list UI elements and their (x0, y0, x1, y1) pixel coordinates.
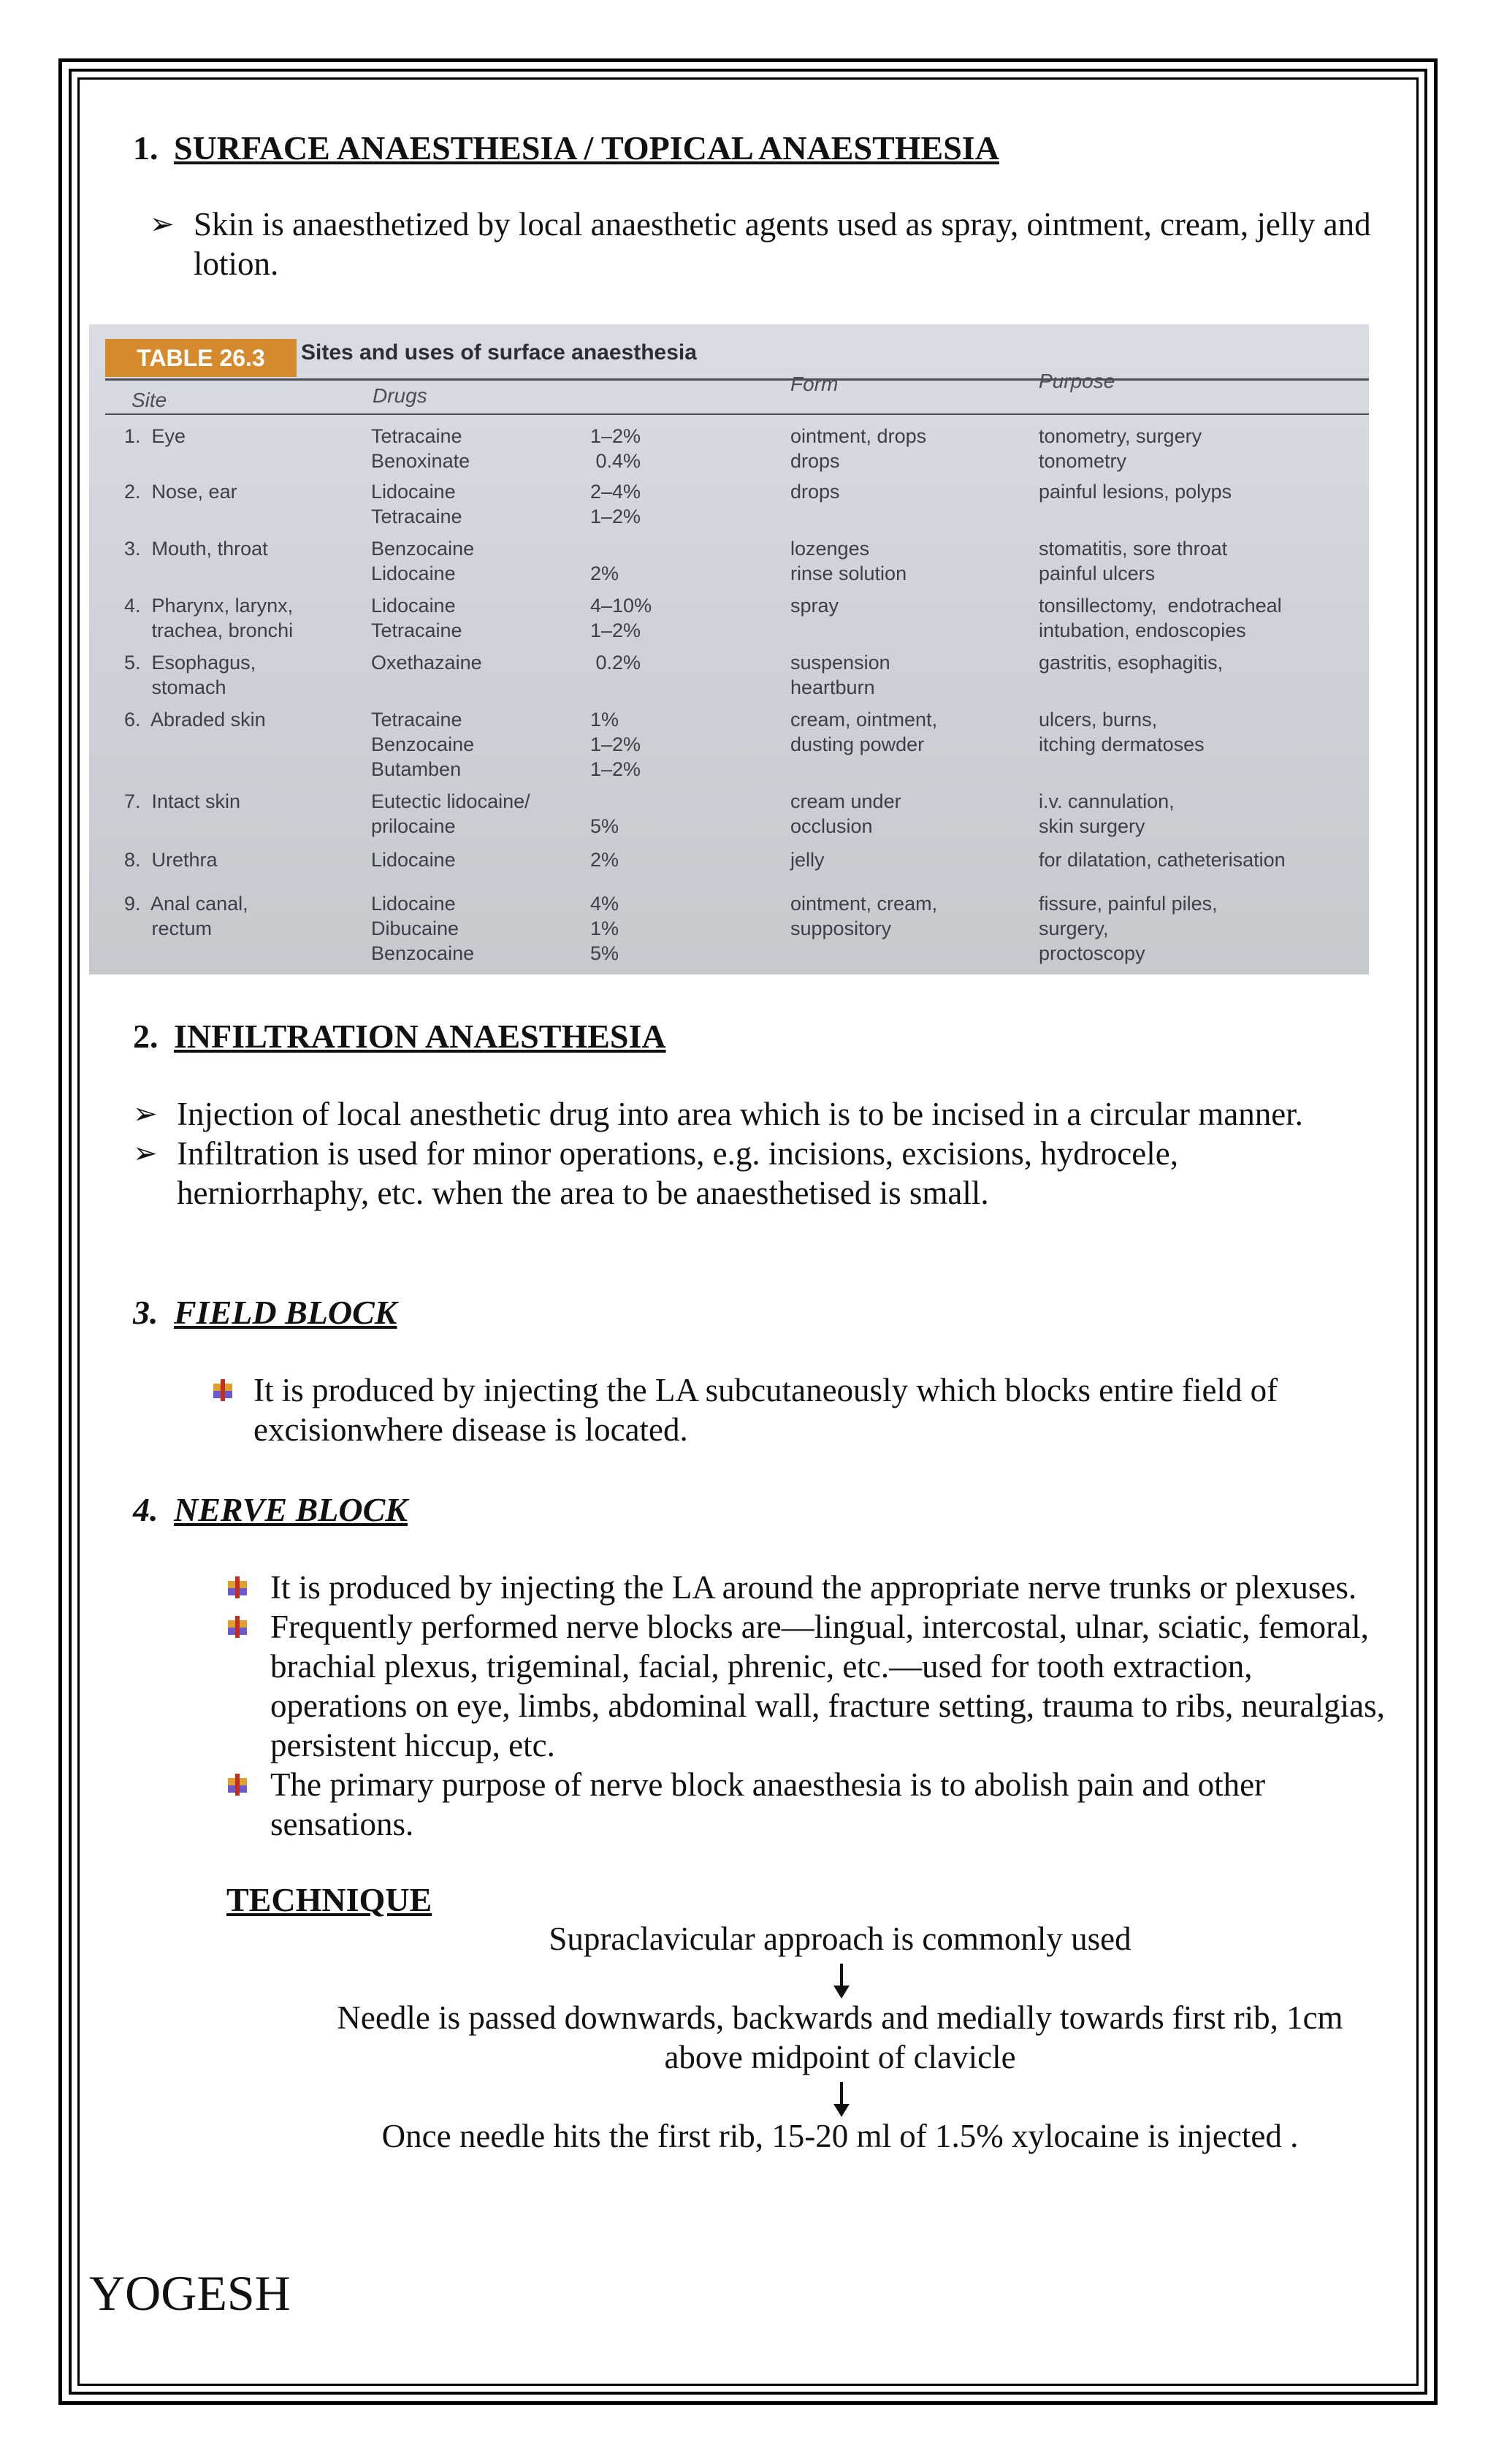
section-2-bullet-1: ➢ Injection of local anesthetic drug into area which is to be incised in a circular manner. (133, 1096, 1303, 1132)
cell-site: 4. Pharynx, larynx, trachea, bronchi (124, 595, 294, 641)
cell-purpose: for dilatation, catheterisation (1039, 849, 1286, 871)
cell-concentration: 2% (590, 849, 619, 871)
cell-purpose: fissure, painful piles, surgery, proctoscopy (1039, 893, 1218, 964)
cell-concentration: 4% 1% 5% (590, 893, 619, 964)
cell-site: 7. Intact skin (124, 790, 241, 812)
table-top-rule (105, 378, 1369, 381)
author-signature: YOGESH (89, 2265, 291, 2321)
cell-site: 5. Esophagus, stomach (124, 652, 256, 698)
cell-site: 2. Nose, ear (124, 481, 237, 503)
cell-concentration: 5% (590, 815, 619, 837)
cell-form: suspension heartburn (790, 652, 890, 698)
table-title: Sites and uses of surface anaesthesia (301, 340, 697, 365)
header-purpose: Purpose (1039, 370, 1115, 392)
technique-step-2a: Needle is passed downwards, backwards and medially towards first rib, 1cm (337, 1999, 1343, 2036)
table-label: TABLE 26.3 (105, 339, 297, 377)
square-bullet-icon (212, 1379, 234, 1401)
cell-drugs: Lidocaine Tetracaine (371, 481, 462, 527)
cell-form: spray (790, 595, 839, 617)
section-4-bullet-2: Frequently performed nerve blocks are—lingual, intercostal, ulnar, sciatic, femoral, brachial plexus, trigeminal, facial, phrenic, etc.—used for tooth extraction, operations on eye, limbs, abdominal wall, fracture setting, trauma to ribs, neuralgias, persistent hiccup, etc. (226, 1607, 1395, 1765)
cell-drugs: Lidocaine (371, 849, 456, 871)
cell-site: 1. Eye (124, 425, 186, 447)
cell-drugs: Lidocaine Dibucaine Benzocaine (371, 893, 475, 964)
cell-form: cream, ointment, dusting powder (790, 709, 938, 755)
cell-purpose: tonsillectomy, endotracheal intubation, endoscopies (1039, 595, 1282, 641)
section-4-heading: 4. NERVE BLOCK (133, 1491, 408, 1528)
cell-form: ointment, drops drops (790, 425, 927, 472)
cell-purpose: stomatitis, sore throat painful ulcers (1039, 538, 1228, 584)
square-bullet-icon (226, 1616, 248, 1638)
cell-drugs: Benzocaine Lidocaine (371, 538, 475, 584)
section-2-heading: 2. INFILTRATION ANAESTHESIA (133, 1018, 666, 1055)
header-site: Site (131, 389, 167, 411)
cell-form: ointment, cream, suppository (790, 893, 938, 939)
table-photo (89, 324, 1369, 974)
header-drugs: Drugs (373, 384, 427, 407)
cell-drugs: Tetracaine Benoxinate (371, 425, 470, 472)
arrow-bullet-icon: ➢ (150, 207, 175, 240)
cell-concentration: 2–4% 1–2% (590, 481, 641, 527)
cell-form: jelly (790, 849, 825, 871)
section-1-heading: 1. SURFACE ANAESTHESIA / TOPICAL ANAESTHESIA (133, 129, 999, 167)
cell-purpose: tonometry, surgery tonometry (1039, 425, 1202, 472)
cell-site: 9. Anal canal, rectum (124, 893, 248, 939)
section-2-bullet-2: ➢ Infiltration is used for minor operations, e.g. incisions, excisions, hydrocele, herniorrhaphy, etc. when the area to be anaesthetised is small. (133, 1135, 1178, 1211)
cell-site: 6. Abraded skin (124, 709, 266, 731)
cell-form: cream under occlusion (790, 790, 901, 837)
cell-form: drops (790, 481, 840, 503)
cell-purpose: gastritis, esophagitis, (1039, 652, 1224, 674)
cell-concentration: 1–2% 0.4% (590, 425, 641, 472)
cell-drugs: Oxethazaine (371, 652, 482, 674)
technique-step-2b: above midpoint of clavicle (664, 2039, 1016, 2075)
technique-step-1: Supraclavicular approach is commonly used (549, 1921, 1131, 1957)
cell-purpose: painful lesions, polyps (1039, 481, 1232, 503)
cell-site: 3. Mouth, throat (124, 538, 268, 560)
down-arrow-icon (840, 2082, 843, 2107)
cell-drugs: Lidocaine Tetracaine (371, 595, 462, 641)
cell-concentration: 0.2% (590, 652, 641, 674)
cell-purpose: ulcers, burns, itching dermatoses (1039, 709, 1205, 755)
section-1-bullet-1: ➢ Skin is anaesthetized by local anaesthetic agents used as spray, ointment, cream, jelly and lotion. (150, 206, 1371, 282)
cell-drugs: Eutectic lidocaine/ prilocaine (371, 790, 530, 837)
arrow-bullet-icon: ➢ (133, 1097, 158, 1130)
header-form: Form (790, 373, 839, 395)
cell-purpose: i.v. cannulation, skin surgery (1039, 790, 1175, 837)
cell-site: 8. Urethra (124, 849, 218, 871)
technique-heading: TECHNIQUE (226, 1881, 432, 1918)
section-4-bullet-1: It is produced by injecting the LA around the appropriate nerve trunks or plexuses. (226, 1568, 1410, 1607)
technique-step-3: Once needle hits the first rib, 15-20 ml of 1.5% xylocaine is injected . (381, 2118, 1299, 2154)
arrow-bullet-icon: ➢ (133, 1137, 158, 1170)
cell-concentration: 2% (590, 562, 619, 584)
down-arrow-icon (840, 1964, 843, 1988)
square-bullet-icon (226, 1576, 248, 1598)
cell-form: lozenges rinse solution (790, 538, 907, 584)
section-3-heading: 3. FIELD BLOCK (133, 1294, 397, 1331)
table-header-rule (105, 413, 1369, 415)
cell-concentration: 4–10% 1–2% (590, 595, 652, 641)
cell-concentration: 1% 1–2% 1–2% (590, 709, 641, 780)
section-4-bullet-3: The primary purpose of nerve block anaesthesia is to abolish pain and other sensations. (226, 1765, 1395, 1844)
section-3-bullet-1: It is produced by injecting the LA subcutaneously which blocks entire field of excisionwhere disease is located. (212, 1370, 1366, 1449)
square-bullet-icon (226, 1774, 248, 1796)
cell-drugs: Tetracaine Benzocaine Butamben (371, 709, 475, 780)
